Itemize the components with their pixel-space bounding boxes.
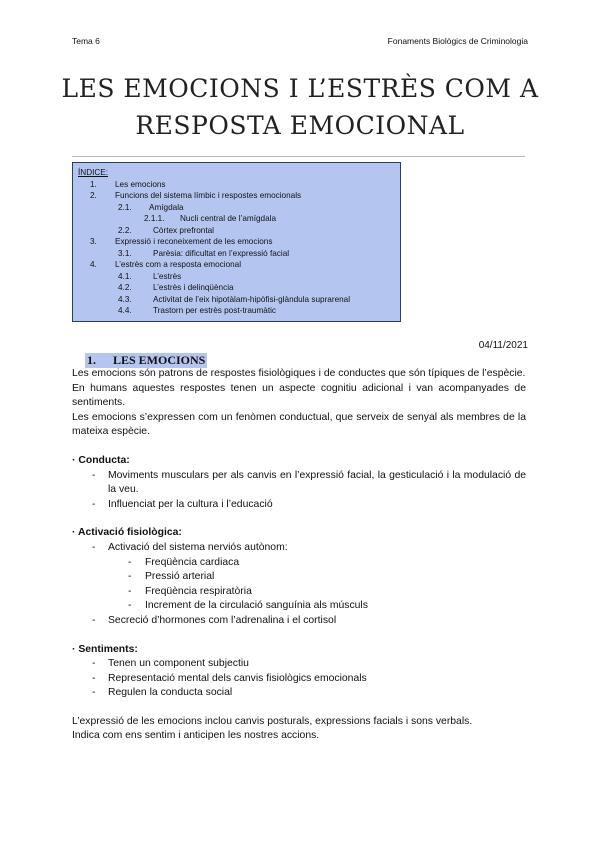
sub-list-item: - Pressió arterial: [128, 571, 215, 583]
toc-item[interactable]: 4.4. Trastorn per estrès post-traumàtic: [118, 306, 277, 315]
section-heading: [85, 353, 207, 368]
list-item: - Activació del sistema nerviós autònom:: [92, 541, 288, 553]
toc-item[interactable]: 3.1. Parèsia: dificultat en l’expressió facial: [118, 248, 290, 258]
list-item: - Secreció d’hormones com l’adrenalina i el cortisol: [92, 614, 337, 626]
header-left: Tema 6: [72, 36, 100, 46]
table-of-contents: [72, 162, 401, 322]
sub-list-item: - Increment de la circulació sanguínia als músculs: [128, 600, 368, 612]
intro-paragraph: Les emocions s’expressen com un fenòmen conductual, que serveix de senyal als membres de la mateixa espècie.: [72, 411, 526, 438]
list-item: - Moviments musculars per als canvis en l’expressió facial, la gesticulació i la modulació de la veu.: [92, 469, 526, 496]
document-title: [60, 70, 540, 144]
toc-item[interactable]: 2. Funcions del sistema límbic i respostes emocionals: [90, 191, 302, 200]
list-item: - Tenen un component subjectiu: [92, 658, 249, 670]
list-item: - Regulen la conducta social: [92, 687, 233, 699]
title-line-1: LES EMOCIONS I L’ESTRÈS COM A: [61, 74, 539, 103]
title-line-2: RESPOSTA EMOCIONAL: [135, 111, 465, 140]
conducta-heading: · Conducta:: [72, 454, 130, 466]
toc-item[interactable]: 4.1. L’estrès: [118, 271, 182, 281]
list-item: - Representació mental dels canvis fisiològics emocionals: [92, 672, 367, 684]
list-item: - Influenciat per la cultura i l’educació: [92, 498, 273, 510]
toc-item[interactable]: 2.1.1. Nucli central de l’amígdala: [144, 214, 277, 223]
toc-item[interactable]: 1. Les emocions: [90, 179, 166, 189]
sub-list-item: - Freqüència cardiaca: [128, 556, 240, 568]
intro-paragraph: En humans aquestes respostes tenen un aspecte cognitiu adicional i van acompanyades de sentiments.: [72, 382, 526, 409]
sub-list-item: - Freqüència respiratòria: [128, 585, 252, 597]
title-rule: [72, 156, 525, 157]
toc-item[interactable]: 4. L’estrès com a resposta emocional: [90, 260, 242, 269]
activacio-heading: · Activació fisiològica:: [72, 527, 182, 539]
sentiments-heading: · Sentiments:: [72, 643, 138, 655]
toc-item[interactable]: 3. Expressió i reconeixement de les emocions: [90, 237, 273, 246]
header-right: Fonaments Biològics de Criminologia: [387, 36, 528, 46]
date: 04/11/2021: [478, 340, 528, 351]
toc-item[interactable]: 2.1. Amígdala: [118, 202, 184, 212]
toc-item[interactable]: 4.2. L’estrès i delinqüència: [118, 283, 234, 292]
closing-paragraph: Indica com ens sentim i anticipen les nostres accions.: [72, 730, 320, 742]
body-text: [72, 367, 526, 744]
section-title: LES EMOCIONS: [113, 353, 206, 367]
toc-item[interactable]: 2.2. Còrtex prefrontal: [118, 225, 214, 235]
toc-item[interactable]: 4.3. Activitat de l’eix hipotàlam-hipòfisi-glàndula suprarenal: [118, 294, 351, 304]
closing-paragraph: L’expressió de les emocions inclou canvis posturals, expressions facials i sons verbals.: [72, 715, 473, 727]
toc-title: ÍNDICE:: [78, 168, 109, 177]
intro-paragraph: Les emocions són patrons de respostes fisiològiques i de conductes que són típiques de l’espècie.: [72, 368, 526, 379]
section-number: 1.: [87, 353, 96, 367]
